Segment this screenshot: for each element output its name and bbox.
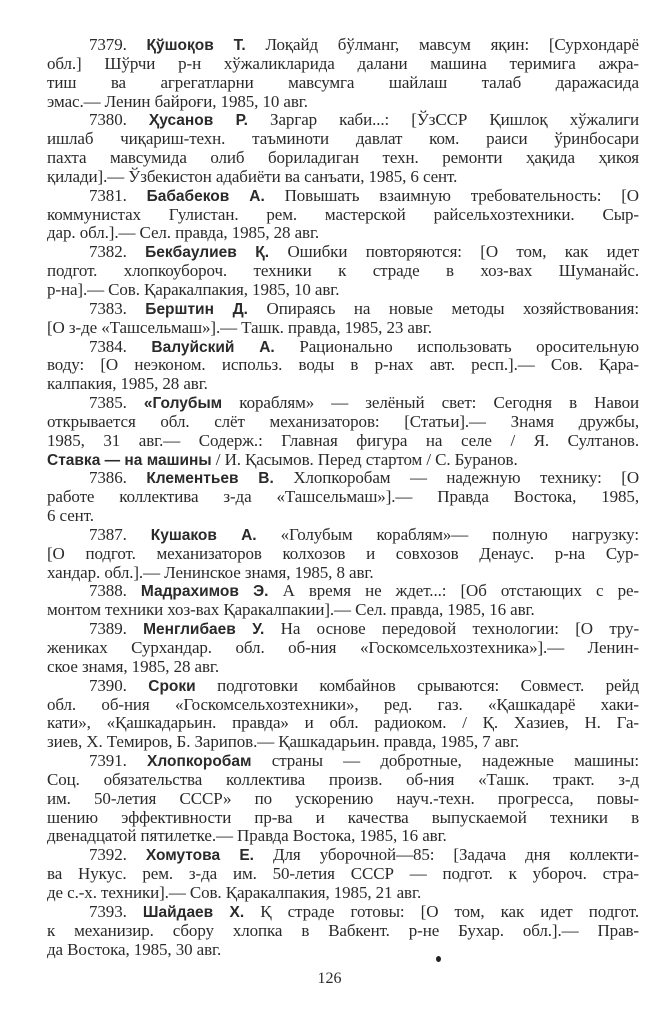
entry-line [47,149,639,168]
entry-text: [О подгот. механизаторов колхозов и совхозов Денаус. р-на Сур- [47,543,639,563]
entry-text: обл. об-ния «Госкомсельхозтехники», ред. газ. «Қашкадарё хаки- [47,694,639,714]
entry-line [47,846,639,865]
entry-text: 7381. [89,185,147,205]
entry-text: двенадцатой пятилетке.— Правда Востока, 1985, 16 авг. [47,826,447,846]
entry-line [47,884,639,903]
entry-text: 7389. [89,619,144,639]
entry-text: хандар. обл.].— Ленинское знамя, 1985, 8 авг. [47,562,374,582]
entry-text: [О з-де «Ташсельмаш»].— Ташк. правда, 1985, 23 авг. [47,317,432,337]
entry-text: де с.-х. техники].— Сов. Қаракалпакия, 1985, 21 авг. [47,882,422,902]
entry-text: коммунистах Гулистан. рем. мастерской райсельхозтехники. Сыр- [47,204,639,224]
entry-line [47,74,639,93]
entry-heading: «Голубым [143,395,223,413]
entry-heading: Бабабеков А. [146,187,265,205]
entry-text: тиш ва агрегатларни мавсумга шайлаш талаб даражасида [47,72,639,92]
entry-heading: Кушаков А. [150,526,257,544]
entry-line [47,639,639,658]
entry-heading: Ҳусанов Р. [148,112,248,130]
entry-text: пахта мавсумида олиб бориладиган техн. ремонти ҳақида ҳикоя [47,148,639,168]
entry-line [47,564,639,583]
entry-heading: Валуйский А. [151,338,275,356]
entry-heading: Ставка — на машины [47,451,212,469]
entry-text: Лоқайд бўлманг, мавсум яқин: [Сурхондарё [245,35,639,54]
bibliography-entry [47,677,639,752]
entry-text: воду: [О неэконом. использ. воды в р-нах авт. респ.].— Сов. Қара- [47,355,639,375]
entry-text: 7380. [89,110,149,130]
bibliography-entry [47,111,639,186]
entry-text: 7385. [89,393,144,413]
bibliography-entry [47,300,639,338]
entry-line [47,262,639,281]
entry-text: қилади].— Ўзбекистон адабиёти ва санъати, 1985, 6 сент. [47,166,458,186]
entry-line [47,733,639,752]
entry-line [47,375,639,394]
entry-line [47,809,639,828]
entry-text: зиев, Х. Темиров, Б. Зарипов.— Қашкадарьин. правда, 1985, 7 авг. [47,732,520,752]
entry-text: открывается обл. слёт механизаторов: [Статьи].— Знамя дружбы, [47,411,639,431]
entry-line [47,488,639,507]
entry-text: обл.] Шўрчи р-н хўжаликларида далани машина теримига ажра- [47,53,639,73]
page-number: 126 [317,970,342,987]
entry-line [47,356,639,375]
entry-text: ишлаб чиқариш-техн. таъминоти давлат ком. раиси ўринбосари [47,129,639,149]
bibliography-entry [47,903,639,960]
entry-text: 7379. [89,35,147,54]
entry-text: 7383. [89,298,146,318]
entry-line [47,243,639,262]
entry-line [47,413,639,432]
entry-text: А время не ждет...: [Об отстающих с ре- [268,581,639,601]
entry-text: 7386. [89,468,147,488]
entry-text: ское знамя, 1985, 28 авг. [47,656,220,676]
bibliography-entry [47,752,639,846]
entry-line [47,281,639,300]
entry-text: Заргар каби...: [ЎзССР Қишлоқ хўжалиги [247,110,639,130]
entry-heading: Берштин Д. [145,300,248,318]
entry-text: подготовки комбайнов срываются: Совмест. рейд [195,675,639,695]
entry-heading: Бекбаулиев Қ. [145,244,270,262]
entry-line [47,224,639,243]
entry-line [47,771,639,790]
entry-text: монтом техники хоз-вах Қаракалпакии].— Сел. правда, 1985, 16 авг. [47,600,535,620]
entry-line [47,300,639,319]
entry-text: к механизир. сбору хлопка в Вабкент. р-не Бухар. обл.].— Прав- [47,920,639,940]
bibliography-entry [47,36,639,111]
entry-text: 1985, 31 авг.— Содерж.: Главная фигура на селе / Я. Султанов. [47,430,639,450]
entry-line [47,36,639,55]
entry-text: «Голубым кораблям»— полную нагрузку: [256,524,639,544]
entry-text: Соц. обязательства коллектива произв. об-ния «Ташк. тракт. з-д [47,769,639,789]
entry-text: кораблям» — зелёный свет: Сегодня в Навои [222,393,639,413]
entry-text: Для уборочной—85: [Задача дня коллекти- [253,845,639,865]
entry-line [47,319,639,338]
entry-line [47,206,639,225]
entry-text: 7384. [89,336,152,356]
entry-text: Повышать взаимную требовательность: [О [264,185,639,205]
bibliography-entry [47,394,639,469]
entry-text: кати», «Қашкадарьин. правда» и обл. радиоком. / Қ. Хазиев, Н. Га- [47,713,639,733]
entry-heading: Мадрахимов Э. [140,583,269,601]
entry-text: им. 50-летия СССР» по ускорению науч.-техн. прогресса, повы- [47,788,639,808]
entry-line [47,130,639,149]
entry-line [47,865,639,884]
entry-text: / И. Қасымов. Перед стартом / С. Буранов. [211,449,518,469]
entry-heading: Сроки [148,677,196,695]
entry-text: Хлопкоробам — надежную технику: [О [273,468,640,488]
entry-line [47,620,639,639]
entry-text: Опираясь на новые методы хозяйствования: [247,298,639,318]
entry-text: 7393. [89,901,143,921]
bibliography-entry [47,846,639,903]
entry-line [47,677,639,696]
entry-text: р-на].— Сов. Қаракалпакия, 1985, 10 авг. [47,279,340,299]
entry-line [47,394,639,413]
entry-text: жениках Сурхандар. обл. об-ния «Госкомсельхозтехника»].— Ленин- [47,638,639,657]
entry-heading: Менглибаев У. [143,621,265,639]
entry-text: да Востока, 1985, 30 авг. [47,939,222,959]
entry-text: калпакия, 1985, 28 авг. [47,374,208,394]
entry-text: На основе передовой технологии: [О тру- [264,619,640,639]
entry-line [47,714,639,733]
entry-text: 7387. [89,524,151,544]
bibliography-entry [47,526,639,583]
entry-heading: Шайдаев Х. [142,903,245,921]
entry-text: страны — добротные, надежные машины: [251,751,639,771]
entry-text: подгот. хлопкоубороч. техники к страде в хоз-вах Шуманайс. [47,261,639,281]
entry-line [47,545,639,564]
bibliography-entry [47,582,639,620]
entry-line [47,55,639,74]
entry-line [47,601,639,620]
entry-text: работе коллектива з-да «Ташсельмаш»].— Правда Востока, 1985, [47,487,639,507]
entry-line [47,658,639,677]
entry-line [47,790,639,809]
entry-line [47,941,639,960]
bibliography-entry [47,620,639,677]
entry-text: Қ страде готовы: [О том, как идет подгот. [244,901,639,921]
entry-line [47,432,639,451]
entry-line [47,93,639,112]
entry-line [47,187,639,206]
entry-heading: Клементьев В. [146,470,274,488]
entry-line [47,469,639,488]
entry-line [47,168,639,187]
bibliography-entry [47,187,639,244]
entry-line [47,827,639,846]
entry-line [47,526,639,545]
entry-line [47,451,639,470]
entry-text: шению эффективности пр-ва и качества выпускаемой техники в [47,807,639,827]
entry-heading: Хлопкоробам [147,753,252,771]
entry-text: 7391. [89,751,148,771]
entry-line [47,507,639,526]
entry-line [47,752,639,771]
entry-text: 7382. [89,242,146,262]
entry-line [47,922,639,941]
ink-spot [436,956,441,962]
entry-heading: Қўшоқов Т. [146,37,246,54]
entry-text: 7390. [89,675,149,695]
entry-text: дар. обл.].— Сел. правда, 1985, 28 авг. [47,223,320,243]
entry-text: 7392. [89,845,146,865]
entry-line [47,111,639,130]
entry-line [47,903,639,922]
entry-text: эмас.— Ленин байроғи, 1985, 10 авг. [47,91,308,111]
bibliography-entry [47,243,639,300]
entry-line [47,696,639,715]
entry-text: ва Нукус. рем. з-да им. 50-летия СССР — подгот. к убороч. стра- [47,864,639,884]
bibliography-entry [47,338,639,395]
bibliography-list [47,36,639,959]
entry-text: Рационально использовать оросительную [274,336,639,356]
entry-heading: Хомутова Е. [145,847,254,865]
bibliography-entry [47,469,639,526]
entry-text: Ошибки повторяются: [О том, как идет [269,242,639,262]
entry-text: 6 сент. [47,506,94,526]
entry-line [47,338,639,357]
entry-line [47,582,639,601]
entry-text: 7388. [89,581,141,601]
